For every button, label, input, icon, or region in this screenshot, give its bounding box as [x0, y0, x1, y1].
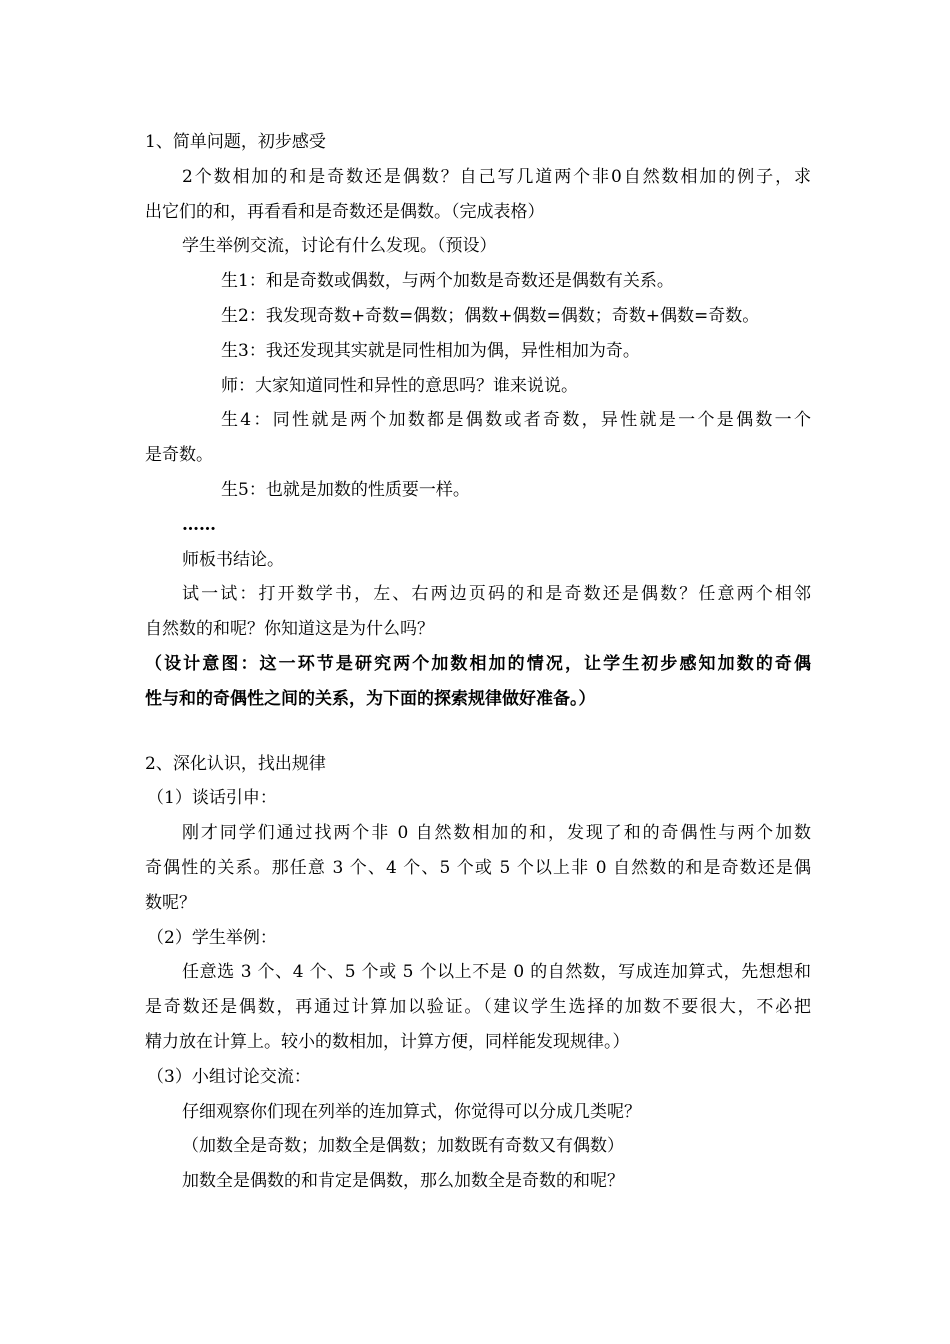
try-line-cont: 自然数的和呢？你知道这是为什么吗？ [145, 619, 434, 640]
student-1-line: 生1：和是奇数或偶数，与两个加数是奇数还是偶数有关系。 [221, 271, 674, 292]
student-5-line: 生5：也就是加数的性质要一样。 [221, 479, 470, 500]
try-line: 试一试：打开数学书，左、右两边页码的和是奇数还是偶数？任意两个相邻 [182, 584, 811, 605]
section-gap [145, 717, 811, 747]
student-4-line-cont: 是奇数。 [145, 445, 213, 466]
paragraph-line: 奇偶性的关系。那任意 3 个、4 个、5 个或 5 个以上非 0 自然数的和是奇数还是偶 [145, 857, 811, 878]
sub2-heading: （2）学生举例： [147, 927, 277, 948]
ellipsis: …… [182, 514, 216, 535]
paragraph-line: 刚才同学们通过找两个非 0 自然数相加的和，发现了和的奇偶性与两个加数 [182, 823, 811, 844]
student-3-line: 生3：我还发现其实就是同性相加为偶，异性相加为奇。 [221, 340, 640, 361]
sub1-heading: （1）谈话引申： [147, 788, 277, 809]
student-2-line: 生2：我发现奇数+奇数=偶数；偶数+偶数=偶数；奇数+偶数=奇数。 [221, 305, 760, 326]
design-intent-line-cont: 性与和的奇偶性之间的关系，为下面的探索规律做好准备。） [145, 688, 596, 709]
document-page [145, 125, 811, 1199]
discussion-line: 学生举例交流，讨论有什么发现。（预设） [182, 236, 497, 257]
paragraph-line: 精力放在计算上。较小的数相加，计算方便，同样能发现规律。） [145, 1031, 630, 1052]
conclusion-line: 师板书结论。 [182, 549, 284, 570]
section2-heading: 2、深化认识，找出规律 [145, 753, 326, 774]
design-intent-line: （设计意图：这一环节是研究两个加数相加的情况，让学生初步感知加数的奇偶 [145, 653, 811, 674]
paragraph-line: 出它们的和，再看看和是奇数还是偶数。（完成表格） [145, 201, 545, 222]
paragraph-line: 是奇数还是偶数，再通过计算加以验证。（建议学生选择的加数不要很大，不必把 [145, 997, 811, 1018]
paragraph-line: 任意选 3 个、4 个、5 个或 5 个以上不是 0 的自然数，写成连加算式，先想想和 [182, 962, 811, 983]
student-4-line: 生4：同性就是两个加数都是偶数或者奇数，异性就是一个是偶数一个 [221, 410, 811, 431]
section1-heading: 1、简单问题，初步感受 [145, 132, 326, 152]
paragraph-line: 2个数相加的和是奇数还是偶数？自己写几道两个非0自然数相加的例子，求 [182, 166, 811, 187]
sub3-last-line: 加数全是偶数的和肯定是偶数，那么加数全是奇数的和呢？ [182, 1171, 624, 1192]
sub3-categories: （加数全是奇数；加数全是偶数；加数既有奇数又有偶数） [182, 1136, 624, 1157]
teacher-line: 师：大家知道同性和异性的意思吗？谁来说说。 [221, 375, 578, 396]
sub3-heading: （3）小组讨论交流： [147, 1066, 311, 1087]
sub3-question: 仔细观察你们现在列举的连加算式，你觉得可以分成几类呢？ [182, 1101, 641, 1122]
paragraph-line: 数呢？ [145, 892, 196, 913]
